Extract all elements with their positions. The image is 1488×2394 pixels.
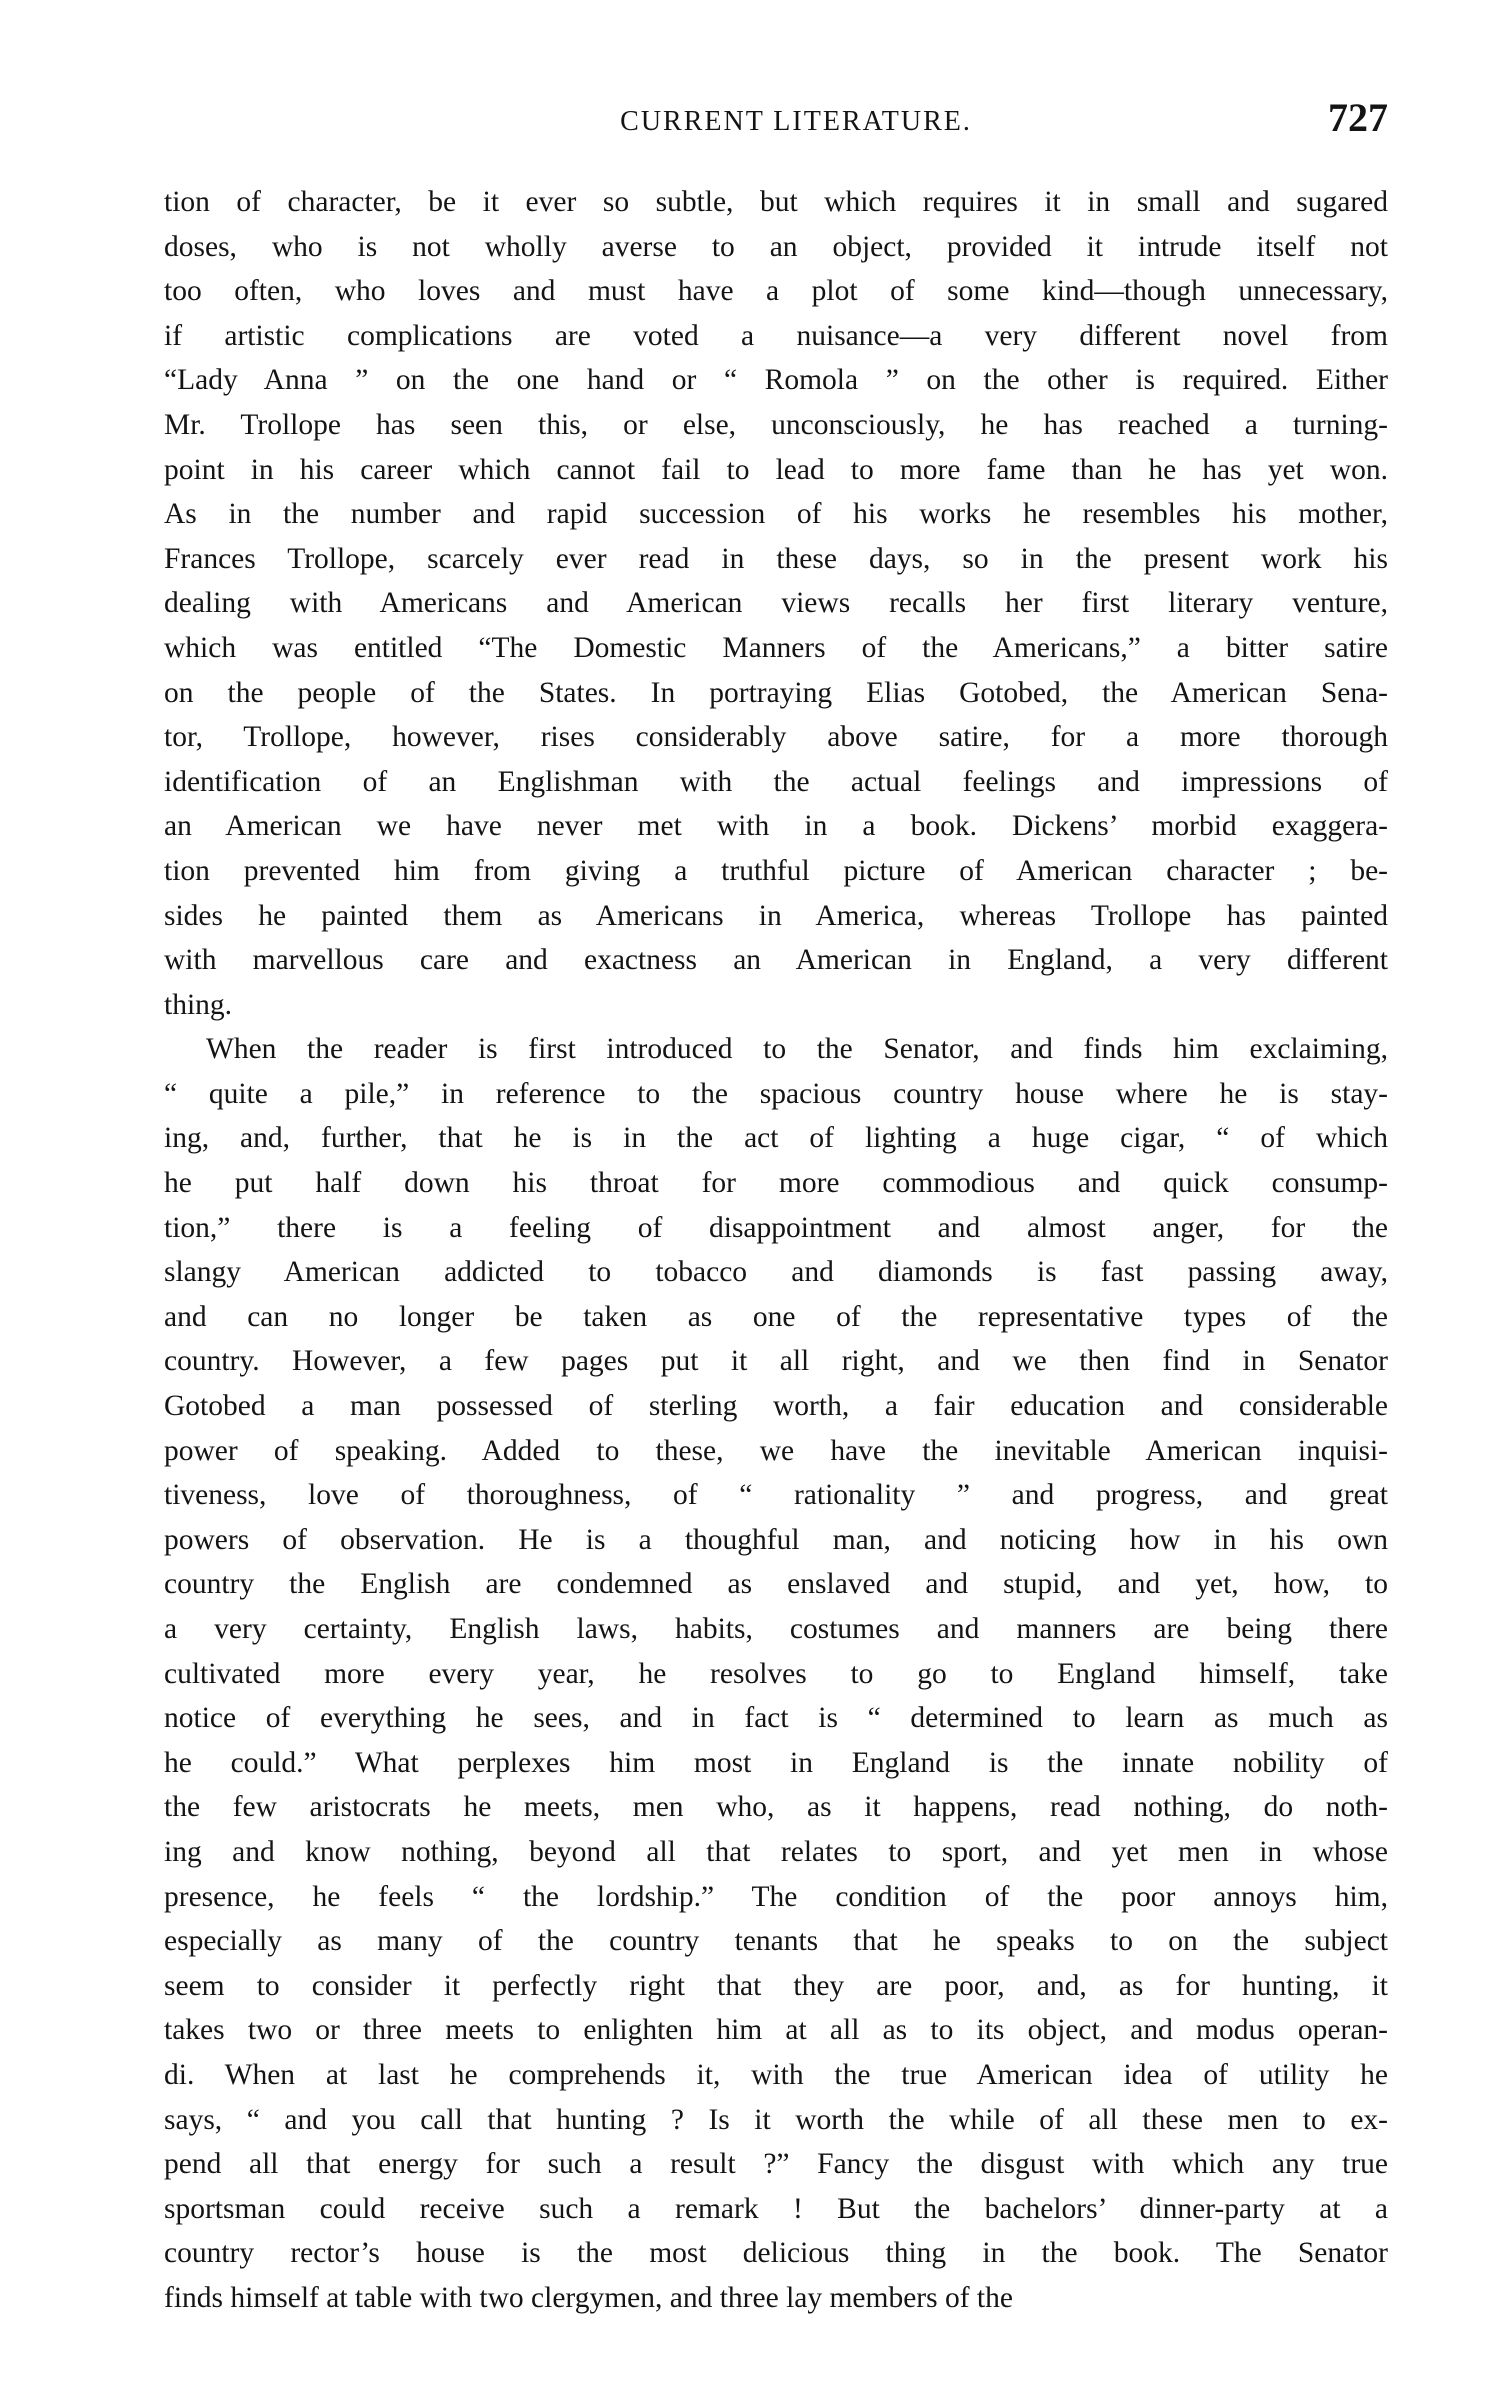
text-line: seem to consider it perfectly right that they are poor, and, as for hunting, it [164, 1969, 1388, 2002]
text-line: sides he painted them as Americans in America, whereas Trollope has painted [164, 899, 1388, 932]
text-line: Mr. Trollope has seen this, or else, unconsciously, he has reached a turning- [164, 408, 1388, 441]
text-line: if artistic complications are voted a nuisance—a very different novel from [164, 319, 1388, 352]
paragraph [164, 180, 1388, 1027]
text-line: on the people of the States. In portraying Elias Gotobed, the American Sena- [164, 676, 1388, 709]
text-line: an American we have never met with in a book. Dickens’ morbid exaggera- [164, 810, 1388, 843]
text-line: slangy American addicted to tobacco and diamonds is fast passing away, [164, 1256, 1388, 1289]
text-line: identification of an Englishman with the actual feelings and impressions of [164, 765, 1388, 798]
body-text [164, 180, 1388, 2321]
text-line: ing, and, further, that he is in the act of lighting a huge cigar, “ of which [164, 1122, 1388, 1155]
text-line: tion prevented him from giving a truthful picture of American character ; be- [164, 854, 1388, 887]
text-line: power of speaking. Added to these, we have the inevitable American inquisi- [164, 1434, 1388, 1467]
text-line: with marvellous care and exactness an American in England, a very different [164, 944, 1388, 977]
text-line: sportsman could receive such a remark ! But the bachelors’ dinner-party at a [164, 2192, 1388, 2225]
text-line: As in the number and rapid succession of his works he resembles his mother, [164, 498, 1388, 531]
text-line: pend all that energy for such a result ?” Fancy the disgust with which any true [164, 2148, 1388, 2181]
text-line: finds himself at table with two clergymen, and three lay members of the [164, 2281, 1013, 2314]
text-line: cultivated more every year, he resolves to go to England himself, take [164, 1657, 1388, 1690]
text-line: takes two or three meets to enlighten him at all as to its object, and modus operan- [164, 2014, 1388, 2047]
text-line: point in his career which cannot fail to lead to more fame than he has yet won. [164, 453, 1388, 486]
text-line: says, “ and you call that hunting ? Is it worth the while of all these men to ex- [164, 2103, 1388, 2136]
text-line: and can no longer be taken as one of the representative types of the [164, 1300, 1388, 1333]
text-line: tor, Trollope, however, rises considerably above satire, for a more thorough [164, 721, 1388, 754]
text-line: a very certainty, English laws, habits, costumes and manners are being there [164, 1613, 1388, 1645]
text-line: dealing with Americans and American views recalls her first literary venture, [164, 587, 1388, 620]
paragraph [164, 1027, 1388, 2320]
text-line: When the reader is first introduced to the Senator, and finds him exclaiming, [206, 1033, 1388, 1066]
text-line: “ quite a pile,” in reference to the spacious country house where he is stay- [164, 1077, 1388, 1110]
text-line: “Lady Anna ” on the one hand or “ Romola ” on the other is required. Either [164, 364, 1388, 397]
text-line: powers of observation. He is a thoughful man, and noticing how in his own [164, 1523, 1388, 1556]
text-line: he put half down his throat for more commodious and quick consump- [164, 1167, 1388, 1200]
text-line: tiveness, love of thoroughness, of “ rationality ” and progress, and great [164, 1479, 1388, 1512]
text-line: he could.” What perplexes him most in England is the innate nobility of [164, 1746, 1388, 1779]
text-line: country the English are condemned as enslaved and stupid, and yet, how, to [164, 1568, 1388, 1601]
running-head [164, 96, 1388, 148]
text-line: thing. [164, 988, 233, 1021]
text-line: presence, he feels “ the lordship.” The condition of the poor annoys him, [164, 1880, 1388, 1913]
text-line: too often, who loves and must have a plot of some kind—though unnecessary, [164, 275, 1388, 308]
text-line: the few aristocrats he meets, men who, as it happens, read nothing, do noth- [164, 1791, 1388, 1824]
text-line: country. However, a few pages put it all right, and we then find in Senator [164, 1345, 1388, 1378]
text-line: especially as many of the country tenants that he speaks to on the subject [164, 1925, 1388, 1958]
text-line: Gotobed a man possessed of sterling worth, a fair education and considerable [164, 1390, 1388, 1423]
text-line: country rector’s house is the most delicious thing in the book. The Senator [164, 2237, 1388, 2270]
page-number: 727 [1328, 95, 1388, 140]
text-line: Frances Trollope, scarcely ever read in these days, so in the present work his [164, 542, 1388, 575]
text-line: ing and know nothing, beyond all that relates to sport, and yet men in whose [164, 1835, 1388, 1868]
text-line: tion,” there is a feeling of disappointment and almost anger, for the [164, 1211, 1388, 1244]
text-line: di. When at last he comprehends it, with the true American idea of utility he [164, 2058, 1388, 2091]
text-line: tion of character, be it ever so subtle, but which requires it in small and sugared [164, 186, 1388, 218]
text-line: notice of everything he sees, and in fact is “ determined to learn as much as [164, 1702, 1388, 1735]
text-line: doses, who is not wholly averse to an object, provided it intrude itself not [164, 230, 1388, 263]
running-title: CURRENT LITERATURE. [620, 106, 972, 137]
text-line: which was entitled “The Domestic Manners of the Americans,” a bitter satire [164, 631, 1388, 664]
